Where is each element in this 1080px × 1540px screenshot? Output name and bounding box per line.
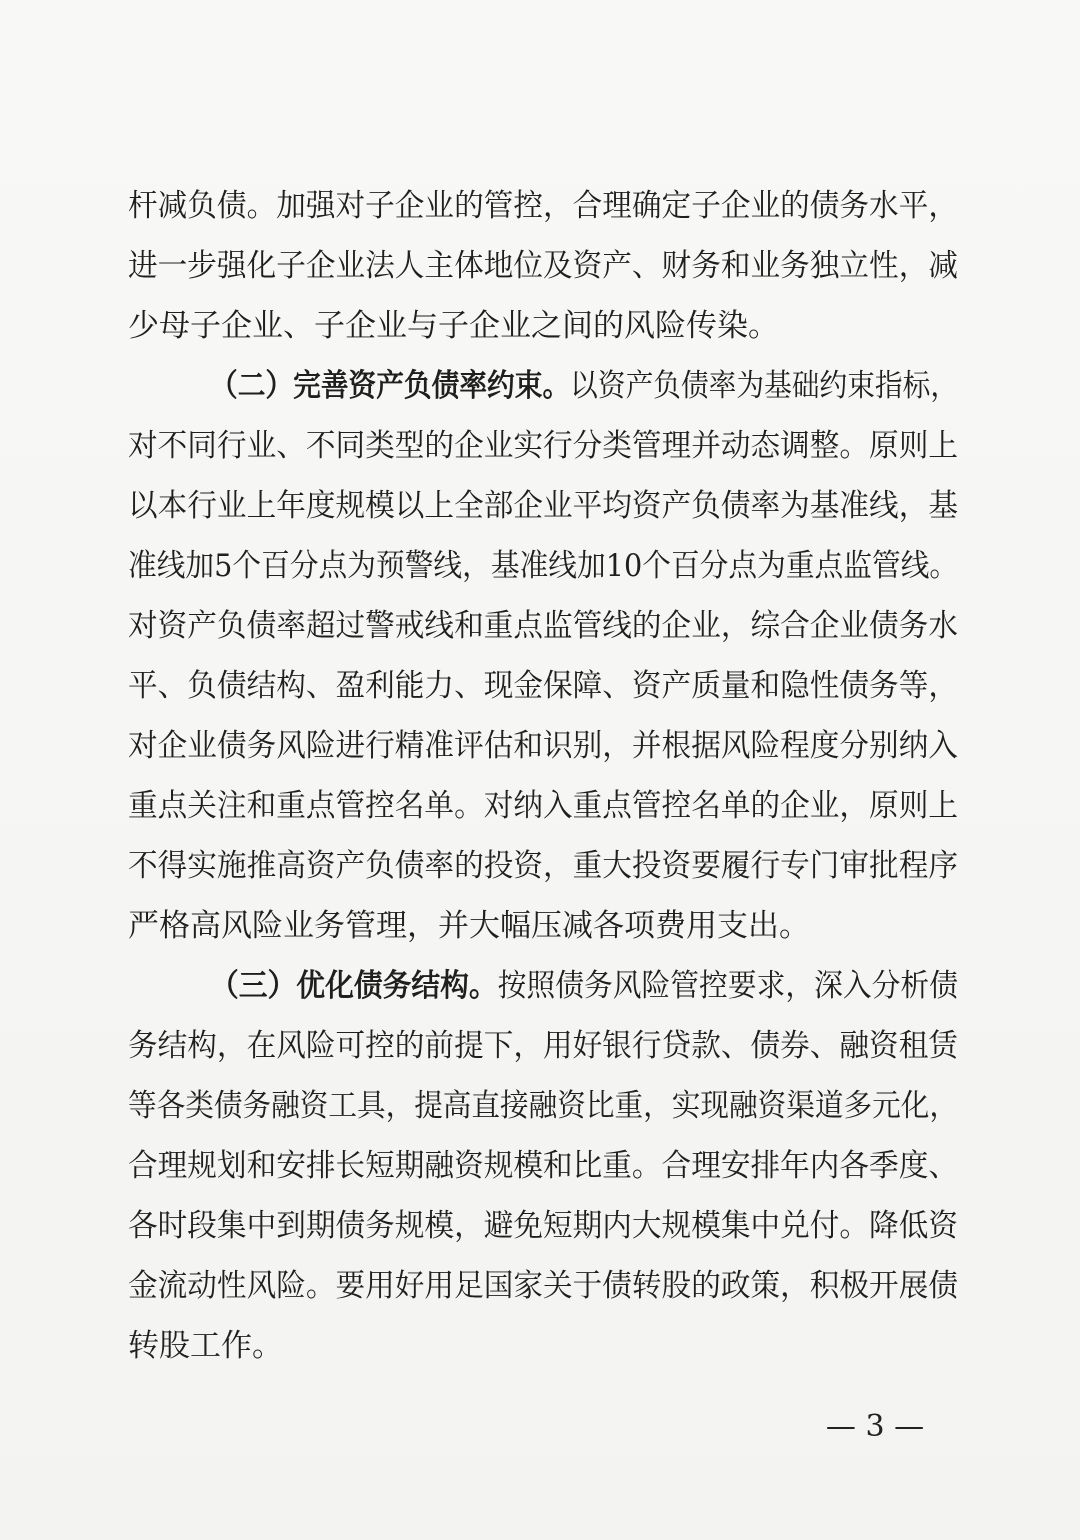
text-line	[128, 1016, 958, 1076]
text-line	[128, 1076, 958, 1136]
text-line	[128, 476, 958, 536]
text-line	[128, 1256, 958, 1316]
text-line	[128, 1196, 958, 1256]
section-heading: （二）完善资产负债率约束。	[210, 368, 571, 404]
body-text: 等各类债务融资工具，提高直接融资比重，实现融资渠道多元化，	[128, 1088, 958, 1124]
body-text: 对资产负债率超过警戒线和重点监管线的企业，综合企业债务水	[128, 608, 958, 644]
text-line	[128, 596, 958, 656]
text-line	[128, 1136, 958, 1196]
text-line	[128, 296, 779, 356]
body-text: 以资产负债率为基础约束指标，	[570, 368, 959, 404]
body-text: 准线加5个百分点为预警线，基准线加10个百分点为重点监管线。	[128, 548, 959, 584]
body-text: 务结构，在风险可控的前提下，用好银行贷款、债券、融资租赁	[128, 1028, 958, 1064]
text-line	[128, 776, 958, 836]
text-line	[128, 656, 958, 716]
body-text: 不得实施推高资产负债率的投资，重大投资要履行专门审批程序	[128, 848, 958, 884]
text-line	[210, 356, 958, 416]
body-text: 杆减负债。加强对子企业的管控，合理确定子企业的债务水平，	[128, 188, 958, 224]
section-heading: （三）优化债务结构。	[210, 968, 498, 1004]
body-text: 转股工作。	[128, 1328, 283, 1364]
text-line	[128, 896, 810, 956]
text-line	[128, 416, 958, 476]
text-line	[128, 536, 958, 596]
text-line	[128, 836, 958, 896]
text-line	[128, 716, 958, 776]
body-text: 对不同行业、不同类型的企业实行分类管理并动态调整。原则上	[128, 428, 958, 464]
body-text: 金流动性风险。要用好用足国家关于债转股的政策，积极开展债	[128, 1268, 958, 1304]
text-line	[210, 956, 958, 1016]
body-text: 平、负债结构、盈利能力、现金保障、资产质量和隐性债务等，	[128, 668, 958, 704]
body-text: 严格高风险业务管理，并大幅压减各项费用支出。	[128, 908, 810, 944]
text-line	[128, 1316, 283, 1376]
body-text: 各时段集中到期债务规模，避免短期内大规模集中兑付。降低资	[128, 1208, 958, 1244]
page-number: — 3 —	[825, 1409, 925, 1444]
body-text: 对企业债务风险进行精准评估和识别，并根据风险程度分别纳入	[128, 728, 958, 764]
text-line	[128, 236, 958, 296]
body-text: 进一步强化子企业法人主体地位及资产、财务和业务独立性，减	[128, 248, 958, 284]
text-line	[128, 176, 958, 236]
body-text: 合理规划和安排长短期融资规模和比重。合理安排年内各季度、	[128, 1148, 958, 1184]
body-text: 少母子企业、子企业与子企业之间的风险传染。	[128, 308, 779, 344]
body-text: 以本行业上年度规模以上全部企业平均资产负债率为基准线，基	[128, 488, 958, 524]
body-text: 重点关注和重点管控名单。对纳入重点管控名单的企业，原则上	[128, 788, 958, 824]
body-text: 按照债务风险管控要求，深入分析债	[497, 968, 958, 1004]
